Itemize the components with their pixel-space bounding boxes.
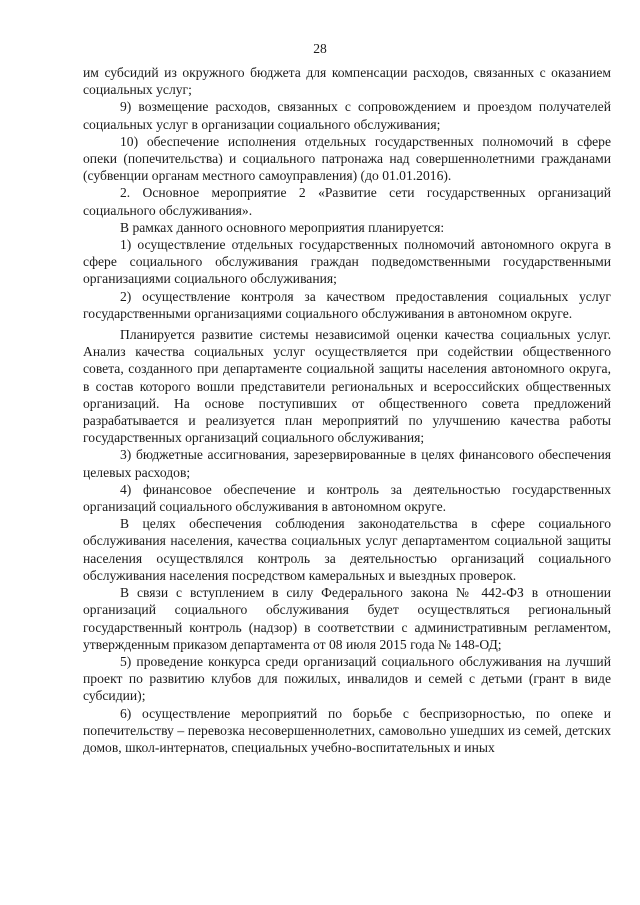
paragraph-control-compliance: В целях обеспечения соблюдения законодательства в сфере социального обслуживания населения, качества социальных услуг департаментом социальной защиты населения осуществлялся контроль за деятельностью организаций социального обслуживания населения посредством камеральных и выездных проверок. <box>83 516 611 583</box>
paragraph-federal-law-442: В связи с вступлением в силу Федерального закона № 442-ФЗ в отношении организаций социального обслуживания будет осуществляться региональный государственный контроль (надзор) в соответствии с административным регламентом, утвержденным приказом департамента от 08 июля 2015 года № 148-ОД; <box>83 585 611 652</box>
paragraph-main-activity-2: 2. Основное мероприятие 2 «Развитие сети государственных организаций социального обслуживания». <box>83 185 611 218</box>
paragraph-item-10: 10) обеспечение исполнения отдельных государственных полномочий в сфере опеки (попечительства) и социального патронажа над совершеннолетними гражданами (субвенции органам местного самоуправления) (до 01.01.2016). <box>83 133 611 184</box>
paragraph-independent-assessment: Планируется развитие системы независимой оценки качества социальных услуг. Анализ качества социальных услуг осуществляется при содействии общественного совета, созданного при департаменте социальной защиты населения автономного округа, в состав которого вошли представители региональных и всероссийских общественных организаций. На основе поступивших от общественного совета предложений разрабатывается и реализуется план мероприятий по улучшению качества работы государственных организаций социального обслуживания; <box>83 327 611 446</box>
paragraph-item-5: 5) проведение конкурса среди организаций социального обслуживания на лучший проект по развитию клубов для пожилых, инвалидов и семей с детьми (грант в виде субсидии); <box>83 653 611 704</box>
paragraph-item-3: 3) бюджетные ассигнования, зарезервированные в целях финансового обеспечения целевых расходов; <box>83 447 611 480</box>
paragraph-item-2: 2) осуществление контроля за качеством предоставления социальных услуг государственными организациями социального обслуживания в автономном округе. <box>83 288 611 321</box>
paragraph-item-6: 6) осуществление мероприятий по борьбе с беспризорностью, по опеке и попечительству – перевозка несовершеннолетних, самовольно ушедших из семей, детских домов, школ-интернатов, специальных учебно-воспитательных и иных <box>83 705 611 755</box>
paragraph-item-9: 9) возмещение расходов, связанных с сопровождением и проездом получателей социальных услуг в организации социального обслуживания; <box>83 99 611 132</box>
paragraph-item-1: 1) осуществление отдельных государственных полномочий автономного округа в сфере социального обслуживания граждан подведомственными государственными организациями социального обслуживания; <box>83 237 611 287</box>
paragraph-item-4: 4) финансовое обеспечение и контроль за деятельностью государственных организаций социального обслуживания в автономном округе. <box>83 481 611 515</box>
body-text <box>83 64 611 756</box>
paragraph-planned-intro: В рамках данного основного мероприятия планируется: <box>120 219 445 235</box>
paragraph-continuation: им субсидий из окружного бюджета для компенсации расходов, связанных с оказанием социальных услуг; <box>83 65 611 98</box>
page-number: 28 <box>313 41 327 56</box>
